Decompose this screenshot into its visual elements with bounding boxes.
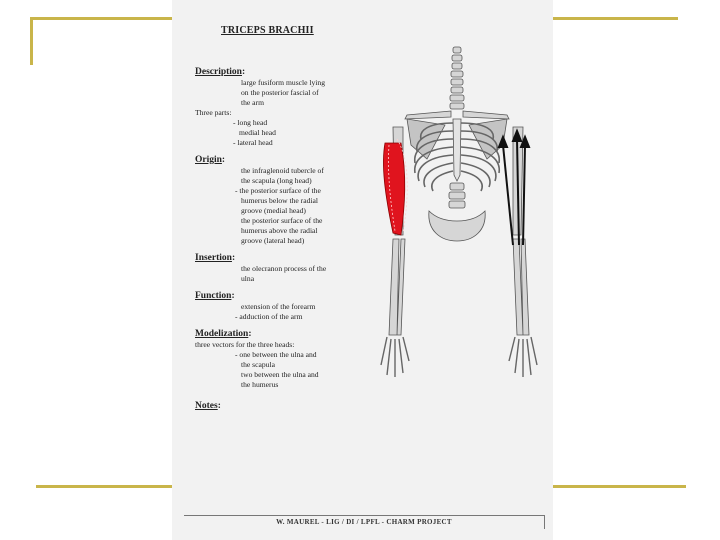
origin-heading: Origin:	[195, 155, 226, 165]
description-line: the arm	[241, 98, 264, 107]
footer-credit: W. MAUREL - LIG / DI / LPFL - CHARM PROJECT	[184, 515, 545, 529]
insertion-line: ulna	[241, 274, 255, 283]
origin-line: the posterior surface of the	[241, 216, 323, 225]
left-decorative-rule	[30, 17, 33, 65]
origin-line: the infraglenoid tubercle of	[241, 166, 324, 175]
function-line: - adduction of the arm	[235, 312, 303, 321]
origin-line: - the posterior surface of the	[235, 186, 321, 195]
origin-line: humerus below the radial	[241, 196, 318, 205]
modelization-line: two between the ulna and	[241, 370, 319, 379]
part-item: - long head	[233, 118, 268, 127]
right-clavicle	[463, 111, 509, 119]
modelization-line: the scapula	[241, 360, 275, 369]
left-hand	[381, 337, 409, 377]
origin-line: humerus above the radial	[241, 226, 318, 235]
origin-section	[195, 154, 355, 246]
skeleton-illustration	[367, 35, 553, 475]
modelization-line: - one between the ulna and	[235, 350, 317, 359]
insertion-line: the olecranon process of the	[241, 264, 327, 273]
origin-line: groove (lateral head)	[241, 236, 305, 245]
modelization-intro: three vectors for the three heads:	[195, 340, 295, 349]
origin-line: groove (medial head)	[241, 206, 306, 215]
text-column	[195, 66, 355, 418]
left-clavicle	[405, 111, 451, 119]
description-line: on the posterior fascial of	[241, 88, 319, 97]
triceps-muscle	[383, 139, 407, 235]
three-parts-label: Three parts:	[195, 108, 232, 117]
pelvis	[429, 211, 485, 241]
description-section	[195, 66, 355, 148]
modelization-heading: Modelization:	[195, 329, 252, 339]
modelization-line: the humerus	[241, 380, 279, 389]
right-forearm	[513, 239, 529, 335]
part-item: - lateral head	[233, 138, 273, 147]
left-forearm	[389, 239, 405, 335]
sternum	[453, 119, 461, 181]
right-hand	[509, 337, 537, 377]
notes-heading: Notes:	[195, 401, 221, 411]
insertion-section	[195, 252, 355, 284]
function-heading: Function:	[195, 291, 235, 301]
document-page	[172, 0, 553, 540]
part-item: medial head	[239, 128, 276, 137]
origin-line: the scapula (long head)	[241, 176, 312, 185]
description-line: large fusiform muscle lying	[241, 78, 326, 87]
insertion-heading: Insertion:	[195, 253, 236, 263]
function-line: extension of the forearm	[241, 302, 316, 311]
function-section	[195, 290, 355, 322]
notes-section	[195, 400, 355, 412]
description-heading: Description:	[195, 67, 246, 77]
page-title: TRICEPS BRACHII	[221, 25, 314, 36]
modelization-section	[195, 328, 355, 390]
